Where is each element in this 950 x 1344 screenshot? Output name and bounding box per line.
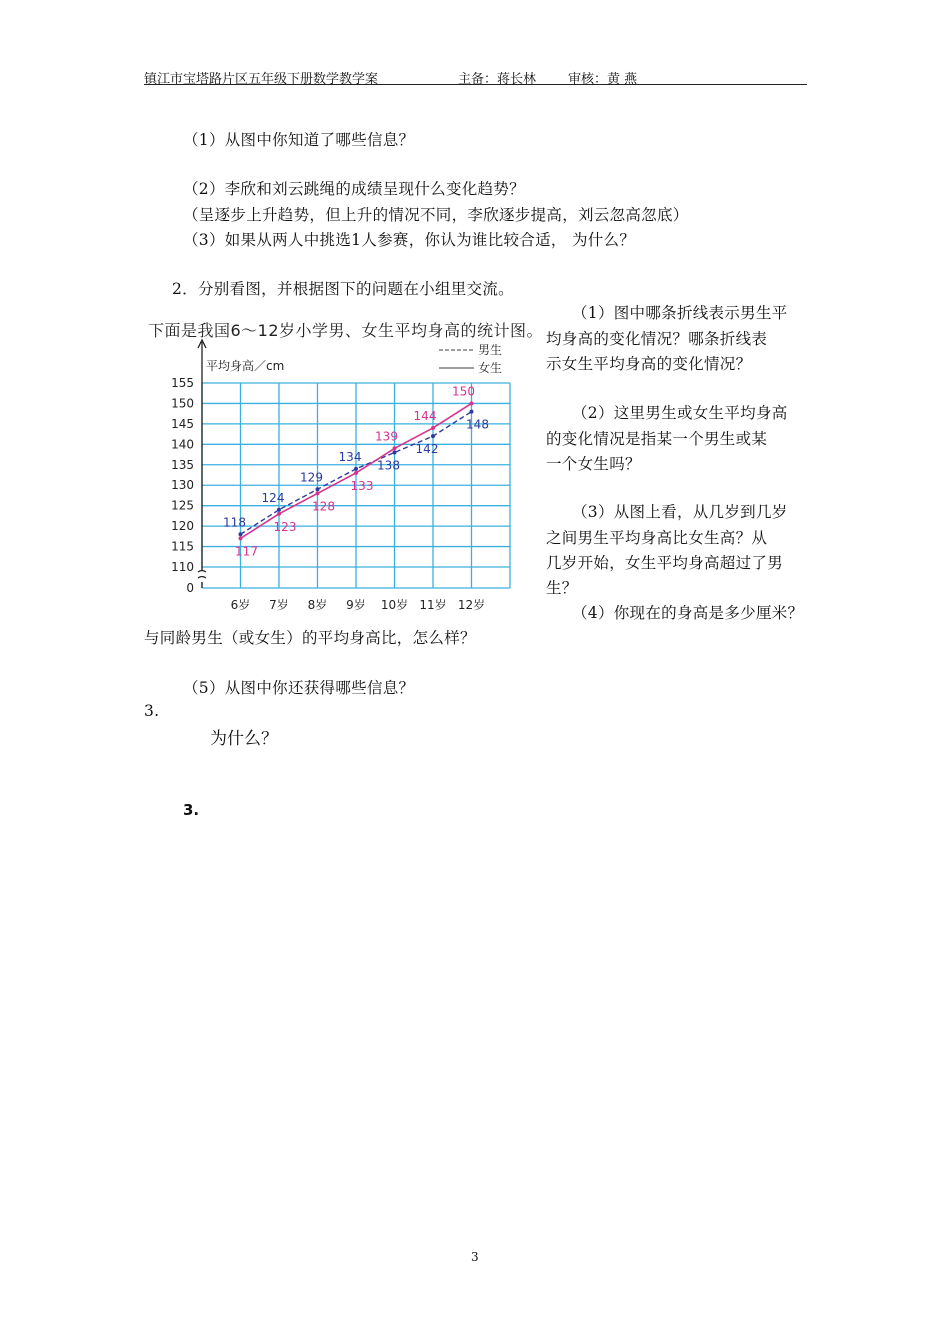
- data-label-girls: 144: [413, 408, 437, 423]
- question-2: （2）李欣和刘云跳绳的成绩呈现什么变化趋势？: [183, 180, 525, 198]
- right-q4-line1: （4）你现在的身高是多少厘米？: [572, 604, 804, 622]
- right-q3-line1: （3）从图上看，从几岁到几岁: [572, 503, 788, 521]
- data-point: [354, 471, 358, 475]
- data-label-boys: 129: [300, 470, 323, 485]
- y-tick-label: 0: [186, 581, 194, 595]
- y-tick-label: 130: [171, 478, 194, 493]
- page-number: 3: [471, 1250, 479, 1264]
- data-point: [277, 508, 281, 512]
- y-tick-label: 145: [171, 416, 194, 431]
- x-tick-label: 8岁: [307, 598, 328, 612]
- y-tick-label: 155: [171, 376, 194, 390]
- legend-label-boys: 男生: [478, 343, 503, 357]
- data-label-girls: 133: [350, 478, 374, 493]
- x-tick-label: 11岁: [419, 598, 447, 612]
- data-point: [354, 467, 358, 471]
- x-tick-label: 10岁: [380, 598, 409, 612]
- data-point: [316, 491, 320, 495]
- data-point: [431, 434, 435, 438]
- data-point: [470, 401, 474, 405]
- right-q1-line1: （1）图中哪条折线表示男生平: [572, 304, 788, 322]
- data-point: [316, 487, 320, 491]
- y-tick-label: 150: [171, 396, 194, 411]
- right-q1-line2: 均身高的变化情况？哪条折线表: [546, 330, 768, 348]
- data-label-girls: 150: [452, 384, 475, 399]
- data-point: [431, 426, 435, 430]
- y-tick-label: 140: [171, 437, 194, 452]
- right-q1-line3: 示女生平均身高的变化情况？: [546, 355, 752, 373]
- x-tick-label: 12岁: [457, 598, 486, 612]
- data-point: [393, 446, 397, 450]
- x-tick-label: 9岁: [346, 598, 366, 612]
- question-5: （5）从图中你还获得哪些信息？: [183, 679, 415, 697]
- data-point: [239, 532, 243, 536]
- y-tick-label: 120: [171, 519, 194, 534]
- why-text: 为什么？: [210, 729, 278, 749]
- y-tick-label: 135: [171, 457, 194, 472]
- y-axis-label: 平均身高／cm: [206, 359, 285, 373]
- question-4-continued: 与同龄男生（或女生）的平均身高比，怎么样？: [144, 629, 476, 647]
- y-tick-label: 110: [171, 560, 194, 574]
- header-reviewer: 审核：黄 燕: [568, 72, 638, 87]
- right-q2-line3: 一个女生吗？: [546, 455, 641, 473]
- data-point: [393, 451, 397, 455]
- data-point: [277, 512, 281, 516]
- question-1: （1）从图中你知道了哪些信息？: [183, 131, 415, 149]
- data-label-girls: 128: [312, 499, 335, 514]
- data-label-girls: 123: [273, 519, 297, 534]
- data-label-boys: 134: [338, 449, 362, 464]
- x-tick-label: 6岁: [230, 598, 251, 612]
- height-line-chart: [144, 338, 524, 626]
- header-school: 镇江市宝塔路片区五年级下册数学教学案: [144, 72, 379, 87]
- right-q2-line1: （2）这里男生或女生平均身高: [572, 404, 788, 422]
- right-q2-line2: 的变化情况是指某一个男生或某: [546, 430, 768, 448]
- data-label-boys: 118: [223, 515, 246, 530]
- chart-title: 下面是我国6～12岁小学男、女生平均身高的统计图。: [148, 321, 544, 340]
- y-tick-label: 125: [171, 498, 194, 513]
- data-label-boys: 138: [377, 458, 400, 473]
- data-label-girls: 117: [235, 544, 258, 559]
- data-point: [239, 536, 243, 540]
- header-rule: [144, 84, 807, 85]
- x-tick-label: 7岁: [269, 598, 289, 612]
- data-point: [470, 410, 474, 414]
- question-2-answer: （呈逐步上升趋势，但上升的情况不同，李欣逐步提高，刘云忽高忽底）: [183, 206, 689, 224]
- right-q3-line4: 生？: [546, 579, 578, 597]
- header-author: 主备：蒋长林: [458, 72, 537, 87]
- data-label-boys: 124: [261, 490, 285, 505]
- data-label-boys: 148: [466, 417, 489, 432]
- y-tick-label: 115: [171, 539, 194, 554]
- data-label-boys: 142: [415, 442, 439, 457]
- task-2-instruction: 2．分别看图，并根据图下的问题在小组里交流。: [172, 280, 514, 298]
- right-q3-line3: 几岁开始，女生平均身高超过了男: [546, 554, 784, 572]
- right-q3-line2: 之间男生平均身高比女生高？从: [546, 529, 768, 547]
- item-number-3a: 3.: [144, 702, 160, 720]
- legend-label-girls: 女生: [478, 361, 503, 375]
- item-number-3b: 3.: [183, 801, 200, 819]
- data-label-girls: 139: [375, 429, 398, 444]
- question-3: （3）如果从两人中挑选1人参赛，你认为谁比较合适， 为什么？: [183, 231, 636, 249]
